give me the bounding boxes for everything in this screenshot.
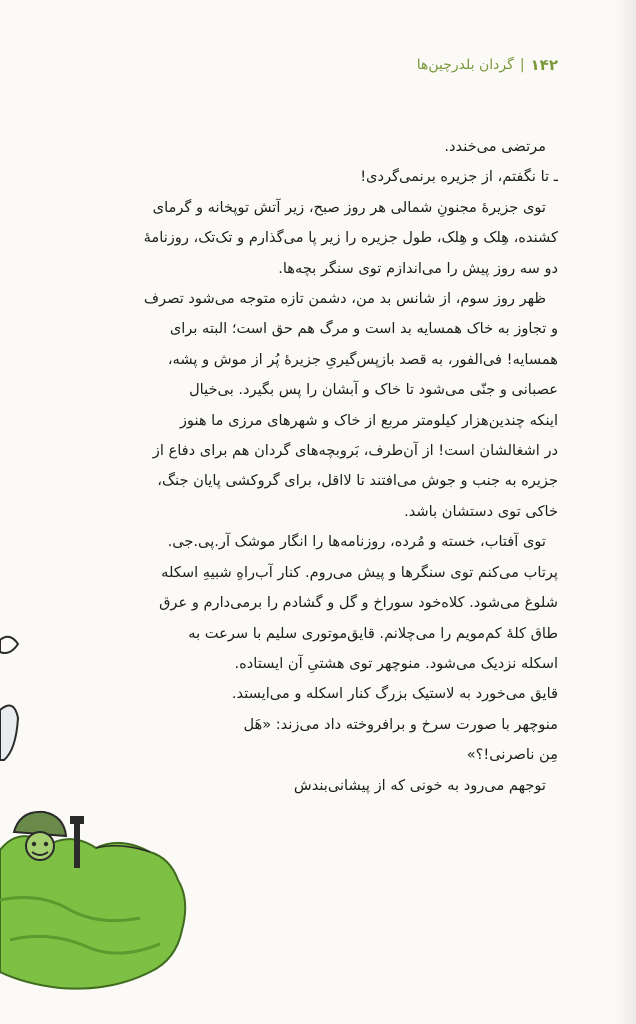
header-separator: | xyxy=(519,57,525,73)
text-line: توجهم می‌رود به خونی که از پیشانی‌بندش xyxy=(293,776,546,794)
text-line: طاق کلهٔ کم‌مویم را می‌چلانم. قایق‌موتوری سلیم با سرعت به xyxy=(188,624,558,642)
text-line: توی آفتاب، خسته و مُرده، روزنامه‌ها را انگار موشک آر.پی.جی. xyxy=(167,533,546,551)
text-line: دو سه روز پیش را می‌اندازم توی سنگر بچه‌ها. xyxy=(278,259,558,277)
text-line: کشنده، هِلک و هِلک، طول جزیره را زیر پا می‌گذارم و تک‌تک، روزنامهٔ xyxy=(143,229,558,247)
text-line: مِن ناصرنی!؟» xyxy=(466,746,558,764)
text-line: خاکی توی دستشان باشد. xyxy=(404,502,558,520)
text-line: شلوغ می‌شود. کلاه‌خود سوراخ و گل و گشادم را برمی‌دارم و عرق xyxy=(159,594,558,612)
text-line: اینکه چندین‌هزار کیلومتر مربع از خاک و شهرهای مرزی ما هنوز xyxy=(179,411,558,429)
book-title: گردان بلدرچین‌ها xyxy=(416,57,514,73)
text-line: ظهر روز سوم، از شانس بد من، دشمن تازه متوجه می‌شود تصرف xyxy=(143,290,546,308)
text-line: و تجاوز به خاک همسایه بد است و مرگ هم حق است؛ البته برای xyxy=(169,320,558,338)
soldier-illustration-icon xyxy=(0,600,200,1024)
text-line: ـ تا نگفتم، از جزیره برنمی‌گردی! xyxy=(360,168,558,186)
text-line: توی جزیرهٔ مجنونِ شمالی هر روز صبح، زیر آتش توپخانه و گرمای xyxy=(152,198,546,216)
text-line: عصبانی و جنّی می‌شود تا خاک و آبشان را پس بگیرد. بی‌خیال xyxy=(189,381,558,399)
page-number: ۱۴۲ xyxy=(530,56,558,74)
text-line: منوچهر با صورت سرخ و برافروخته داد می‌زند: «هَل xyxy=(243,715,558,733)
page-header xyxy=(417,56,558,74)
text-line: جزیره به جنب و جوش می‌افتند تا لااقل، برای گروکشی پایان جنگ، xyxy=(157,472,558,490)
page-edge-shadow xyxy=(614,0,636,1024)
text-line: مرتضی می‌خندد. xyxy=(444,138,546,155)
text-line: در اشغالشان است! از آن‌طرف، بَروبچه‌های گردان هم برای دفاع از xyxy=(152,442,558,460)
text-line: قایق می‌خورد به لاستیک بزرگ کنار اسکله و می‌ایستد. xyxy=(231,685,558,703)
text-line: اسکله نزدیک می‌شود. منوچهر توی هشتیِ آن ایستاده. xyxy=(234,654,558,672)
text-line: همسایه! فی‌الفور، به قصد بازپس‌گیریِ جزیرهٔ پُر از موش و پشه، xyxy=(167,350,558,368)
text-line: پرتاب می‌کنم توی سنگرها و پیش می‌روم. کنار آب‌راهِ شبیهِ اسکله xyxy=(161,563,558,581)
